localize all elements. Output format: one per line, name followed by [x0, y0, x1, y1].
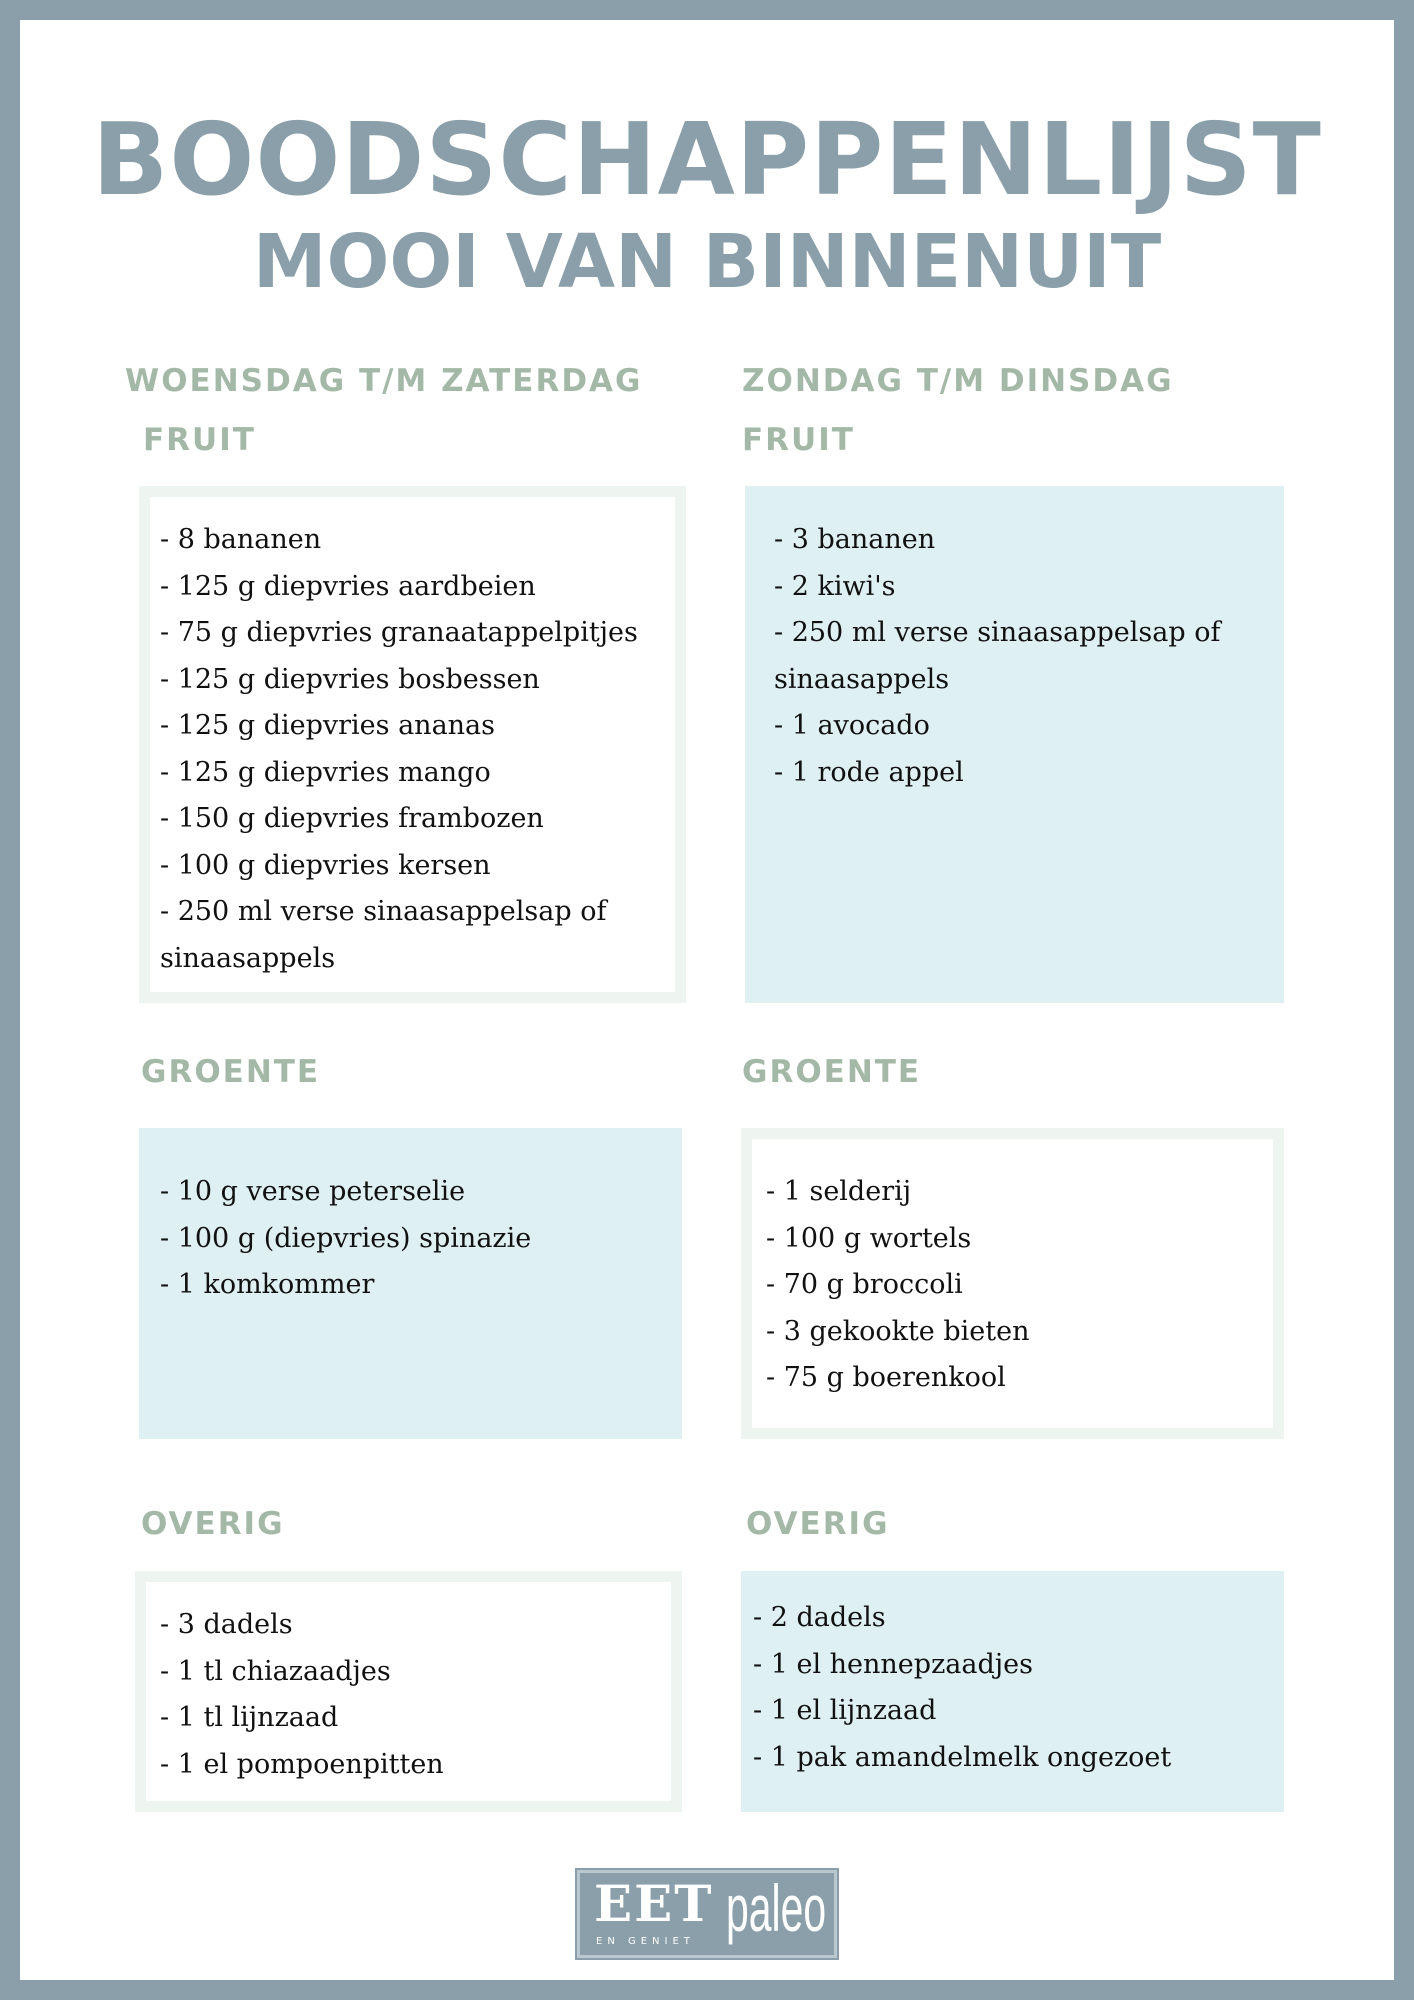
overig-heading-right: OVERIG	[746, 1506, 890, 1542]
list-item: - 125 g diepvries aardbeien	[160, 570, 536, 602]
list-item: - 250 ml verse sinaasappelsap of	[774, 617, 1221, 648]
period-heading-right: ZONDAG T/M DINSDAG	[742, 363, 1174, 399]
groente-heading-right: GROENTE	[742, 1054, 922, 1090]
list-item: - 75 g boerenkool	[766, 1362, 1006, 1393]
list-item: - 2 kiwi's	[774, 570, 896, 602]
fruit-heading-left: FRUIT	[143, 422, 256, 458]
list-item: - 1 selderij	[766, 1176, 912, 1207]
list-item: sinaasappels	[160, 942, 336, 974]
list-item: - 125 g diepvries bosbessen	[160, 663, 540, 695]
list-item: - 1 rode appel	[774, 756, 964, 788]
list-item: - 150 g diepvries frambozen	[160, 803, 544, 834]
page-subtitle: MOOI VAN BINNENUIT	[252, 219, 1162, 305]
groente-list-right	[766, 1169, 1273, 1402]
groente-box-left	[139, 1128, 682, 1439]
groente-box-right	[741, 1128, 1284, 1439]
list-item: - 8 bananen	[160, 524, 322, 555]
logo-word-eet: EET	[594, 1874, 714, 1933]
list-item: - 1 tl chiazaadjes	[160, 1655, 391, 1687]
list-item: - 70 g broccoli	[766, 1269, 963, 1300]
list-item: - 2 dadels	[753, 1602, 886, 1633]
list-item: - 3 gekookte bieten	[766, 1315, 1030, 1347]
list-item: - 10 g verse peterselie	[160, 1176, 466, 1207]
list-item: sinaasappels	[774, 663, 950, 695]
list-item: - 1 avocado	[774, 710, 930, 741]
overig-list-left	[160, 1602, 671, 1788]
list-item: - 1 el hennepzaadjes	[753, 1648, 1033, 1680]
list-item: - 125 g diepvries mango	[160, 756, 491, 788]
list-item: - 1 pak amandelmelk ongezoet	[753, 1741, 1172, 1773]
list-item: - 1 el lijnzaad	[753, 1695, 937, 1726]
list-item: - 250 ml verse sinaasappelsap of	[160, 896, 607, 927]
list-item: - 100 g wortels	[766, 1222, 972, 1254]
list-item: - 75 g diepvries granaatappelpitjes	[160, 617, 638, 648]
fruit-list-right	[774, 517, 1284, 796]
fruit-box-right	[745, 486, 1284, 1003]
logo-tagline: EN GENIET	[596, 1936, 695, 1947]
eet-paleo-logo	[577, 1870, 837, 1958]
list-item: - 1 komkommer	[160, 1269, 375, 1300]
fruit-heading-right: FRUIT	[742, 422, 855, 458]
list-item: - 1 el pompoenpitten	[160, 1748, 444, 1780]
page-title: BOODSCHAPPENLIJST	[92, 101, 1322, 218]
overig-heading-left: OVERIG	[141, 1506, 285, 1542]
list-item: - 100 g diepvries kersen	[160, 849, 491, 881]
overig-box-left	[135, 1571, 682, 1812]
logo-word-paleo: paleo	[726, 1871, 827, 1945]
fruit-list-left	[160, 517, 675, 982]
overig-box-right	[741, 1571, 1284, 1812]
list-item: - 125 g diepvries ananas	[160, 710, 496, 741]
groente-heading-left: GROENTE	[141, 1054, 321, 1090]
overig-list-right	[753, 1595, 1284, 1781]
list-item: - 3 bananen	[774, 524, 936, 555]
fruit-box-left	[139, 486, 686, 1003]
list-item: - 3 dadels	[160, 1609, 293, 1640]
groente-list-left	[160, 1169, 682, 1309]
list-item: - 100 g (diepvries) spinazie	[160, 1222, 532, 1254]
period-heading-left: WOENSDAG T/M ZATERDAG	[125, 363, 643, 399]
list-item: - 1 tl lijnzaad	[160, 1702, 339, 1733]
